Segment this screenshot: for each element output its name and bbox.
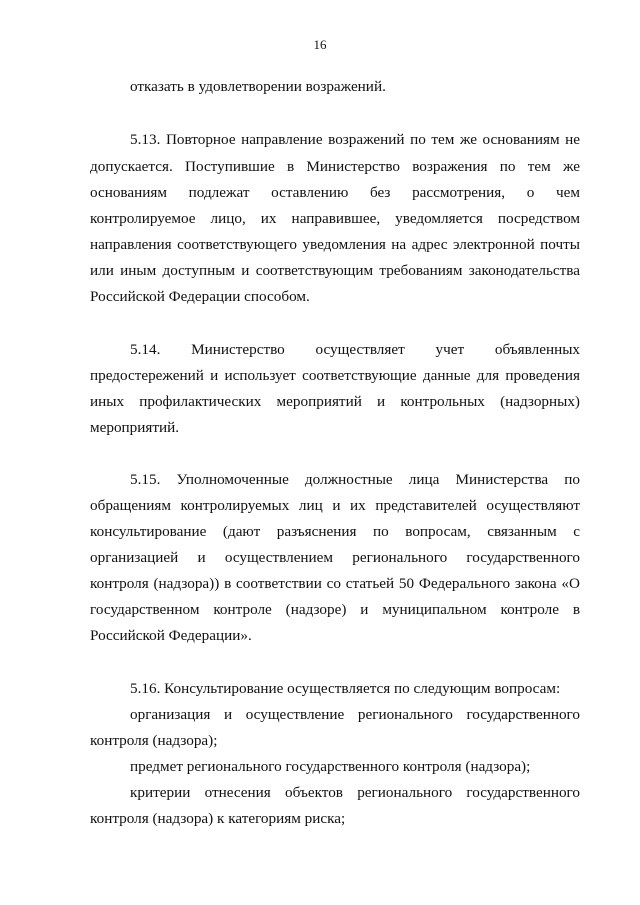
text-line: организацией и осуществлением регионального государственного	[90, 549, 580, 566]
text-line: контроля (надзора);	[90, 732, 218, 749]
text-line: критерии отнесения объектов регионального государственного	[130, 784, 580, 801]
text-line: обращениям контролируемых лиц и их представителей осуществляют	[90, 497, 580, 514]
page-number: 16	[313, 37, 327, 52]
text-line: 5.13. Повторное направление возражений по тем же основаниям не	[130, 131, 580, 148]
text-line: 5.14. Министерство осуществляет учет объявленных	[130, 341, 580, 358]
text-line: допускается. Поступившие в Министерство возражения по тем же	[90, 158, 580, 175]
text-line: предостережений и использует соответствующие данные для проведения	[90, 367, 580, 384]
text-line: мероприятий.	[90, 419, 180, 436]
text-line: контролируемое лицо, их направившее, уведомляется посредством	[90, 210, 580, 227]
text-line: или иным доступным и соответствующим требованиям законодательства	[90, 262, 580, 279]
text-line: Российской Федерации способом.	[90, 288, 310, 305]
text-line: государственном контроле (надзоре) и муниципальном контроле в	[90, 601, 580, 618]
text-line: 5.16. Консультирование осуществляется по следующим вопросам:	[130, 680, 561, 697]
text-line: иных профилактических мероприятий и контрольных (надзорных)	[90, 393, 580, 410]
text-line: 5.15. Уполномоченные должностные лица Министерства по	[130, 471, 580, 488]
text-line: направления соответствующего уведомления на адрес электронной почты	[90, 236, 580, 253]
text-line: основаниям подлежат оставлению без рассмотрения, о чем	[90, 184, 580, 201]
text-line: Российской Федерации».	[90, 627, 252, 644]
text-line: организация и осуществление регионального государственного	[130, 706, 580, 723]
text-line: консультирование (дают разъяснения по вопросам, связанным с	[90, 523, 580, 540]
text-line: отказать в удовлетворении возражений.	[130, 78, 386, 95]
text-line: контроля (надзора)) в соответствии со статьей 50 Федерального закона «О	[90, 575, 580, 592]
text-line: контроля (надзора) к категориям риска;	[90, 810, 346, 827]
text-line: предмет регионального государственного контроля (надзора);	[130, 758, 531, 775]
